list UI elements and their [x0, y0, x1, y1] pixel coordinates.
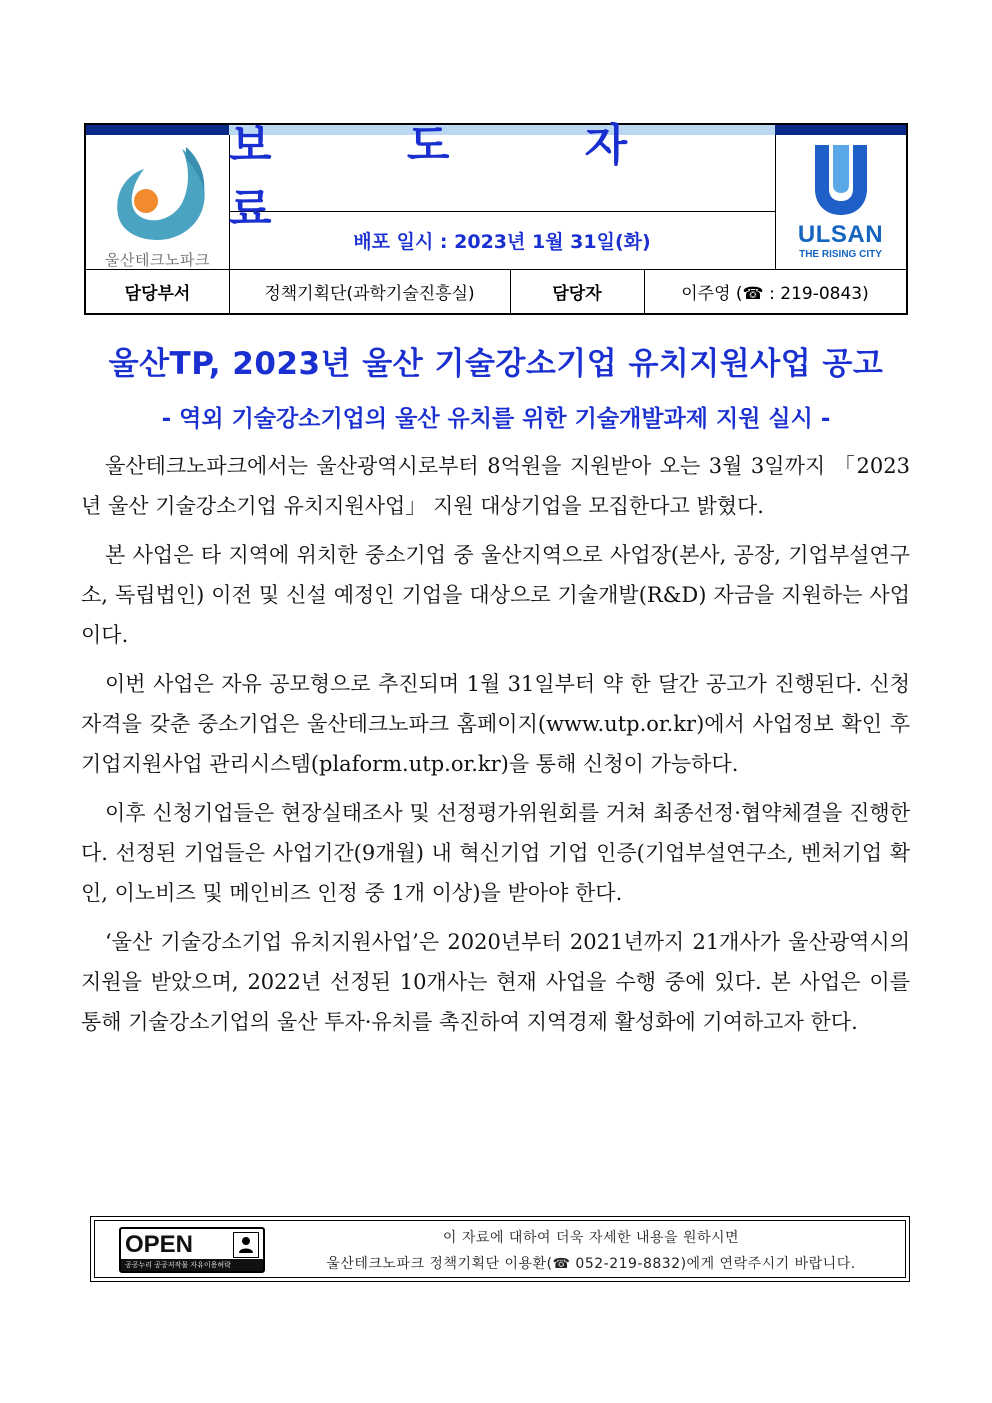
utp-logo-icon [86, 135, 229, 249]
article-body [81, 446, 910, 1051]
contact-label: 담당자 [552, 283, 602, 304]
utp-logo [86, 135, 229, 269]
footer-line-2: 울산테크노파크 정책기획단 이용환(☎ 052-219-8832)에게 연락주시기 바랍니다. [326, 1256, 856, 1272]
ulsan-city-logo [775, 135, 906, 269]
open-badge-word: OPEN [125, 1231, 194, 1258]
press-title [229, 120, 775, 235]
ulsan-logo-name: ULSAN [797, 221, 884, 248]
footer-line-1: 이 자료에 대하여 더욱 자세한 내용을 원하시면 [442, 1230, 740, 1246]
footer-contact-box [90, 1216, 910, 1282]
subheadline: - 역외 기술강소기업의 울산 유치를 위한 기술개발과제 지원 실시 - [161, 406, 831, 432]
dept-label: 담당부서 [124, 283, 191, 304]
paragraph-1: 울산테크노파크에서는 울산광역시로부터 8억원을 지원받아 오는 3월 3일까지 「2023년 울산 기술강소기업 유치지원사업」 지원 대상기업을 모집한다고 밝혔다. [81, 454, 910, 518]
contact-value: 이주영 (☎ : 219-0843) [681, 283, 869, 304]
release-date: 배포 일시 : 2023년 1월 31일(화) [353, 230, 651, 253]
open-badge-caption: 공공누리 공공저작물 자유이용허락 [121, 1259, 263, 1271]
paragraph-3: 이번 사업은 자유 공모형으로 추진되며 1월 31일부터 약 한 달간 공고가 진행된다. 신청자격을 갖춘 중소기업은 울산테크노파크 홈페이지(www.utp.or.kr)에서 사업정보 확인 후 기업지원사업 관리시스템(plaform.utp.or.kr)을 통해 신청이 가능하다. [81, 672, 910, 776]
utp-logo-text: 울산테크노파크 [105, 251, 210, 269]
paragraph-4: 이후 신청기업들은 현장실태조사 및 선정평가위원회를 거쳐 최종선정·협약체결을 진행한다. 선정된 기업들은 사업기간(9개월) 내 혁신기업 기업 인증(기업부설연구소, 벤처기업 확인, 이노비즈 및 메인비즈 인정 중 1개 이상)을 받아야 한다. [81, 801, 910, 905]
ulsan-u-icon [811, 145, 871, 217]
press-title-text: 보 도 자 료 [229, 120, 688, 235]
dept-value: 정책기획단(과학기술진흥실) [264, 283, 475, 304]
press-header-table [84, 120, 908, 315]
paragraph-5: ‘울산 기술강소기업 유치지원사업’은 2020년부터 2021년까지 21개사가 울산광역시의 지원을 받았으며, 2022년 선정된 10개사는 현재 사업을 수행 중에 있다. 본 사업은 이를 통해 기술강소기업의 울산 투자·유치를 촉진하여 지역경제 활성화에 기여하고자 한다. [81, 930, 910, 1034]
kogl-open-badge [119, 1227, 265, 1273]
headline: 울산TP, 2023년 울산 기술강소기업 유치지원사업 공고 [108, 346, 884, 382]
paragraph-2: 본 사업은 타 지역에 위치한 중소기업 중 울산지역으로 사업장(본사, 공장, 기업부설연구소, 독립법인) 이전 및 신설 예정인 기업을 대상으로 기술개발(R&D) 자금을 지원하는 사업이다. [81, 543, 910, 647]
attribution-person-icon [233, 1232, 259, 1258]
ulsan-logo-tagline: THE RISING CITY [799, 249, 882, 260]
